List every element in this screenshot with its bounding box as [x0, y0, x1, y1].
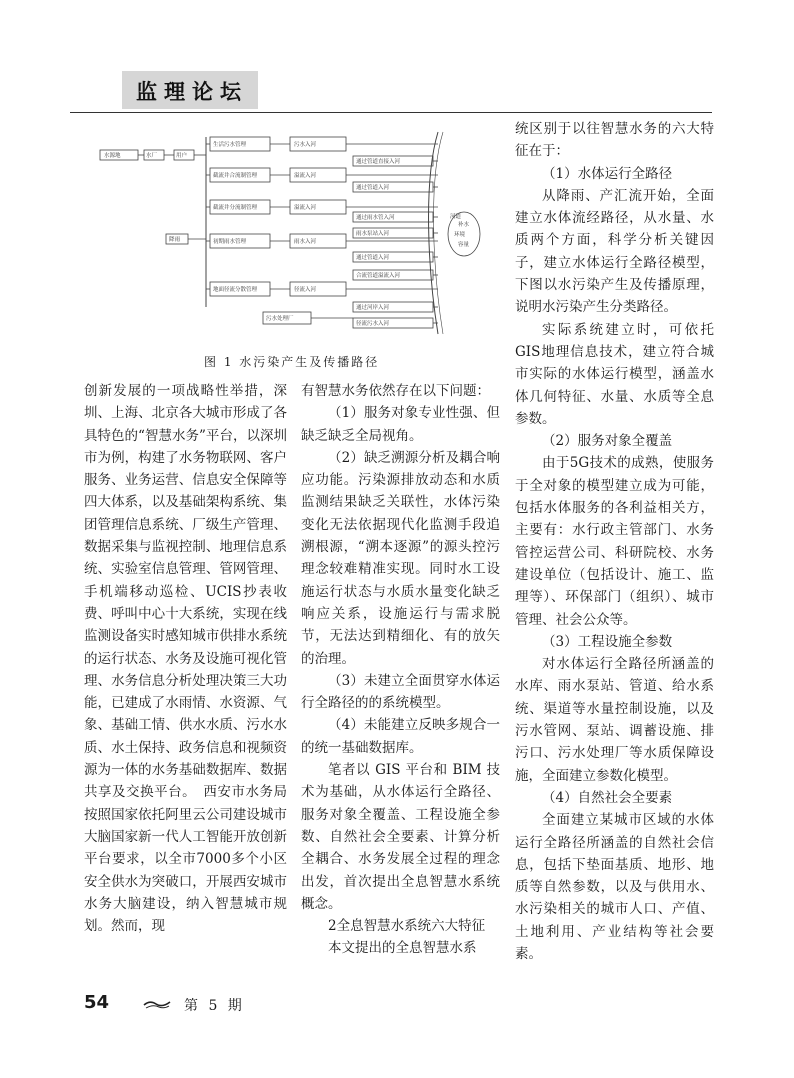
fig-system-3: 截流井分流制管理 [213, 205, 258, 211]
col3-heading-4: （4）自然社会全要素 [542, 789, 673, 806]
col2-para-1: 有智慧水务依然存在以下问题： [301, 383, 490, 399]
figure-water-pollution-diagram [98, 122, 493, 340]
pollution-path-diagram [98, 122, 493, 340]
col2-item-2: （2）缺乏溯源分析及耦合响应功能。污染源排放动态和水质监测结果缺乏关联性，水体污染变化无法依据现代化监测手段追溯根源，“溯本逐源”的源头控污理念较难精准实现。同时水工设施运行状态与水质水量变化缺乏响应关系，设施运行与需求脱节，无法达到精细化、有的放矢的治理。 [301, 449, 500, 667]
fig-label-user: 用户 [176, 153, 188, 159]
fig-input-2: 溢流入河 [294, 173, 317, 179]
fig-system-1: 生活污水管理 [213, 142, 247, 148]
col3-heading-3: （3）工程设施全参数 [542, 633, 673, 650]
col2-heading-2: 2全息智慧水系统六大特征 [328, 918, 486, 935]
col2-item-4: （4）未能建立反映多规合一的统一基础数据库。 [301, 717, 500, 756]
col3-para-5: 对水体运行全路径所涵盖的水库、雨水泵站、管道、给水系统、渠道等水量控制设施，以及污水管网、泵站、调蓄设施、排污口、污水处理厂等水质保障设施，全面建立参数化模型。 [515, 656, 714, 784]
fig-channel-8: 径流污水入河 [356, 321, 390, 327]
fig-river: 河道 [450, 214, 462, 220]
column-1 [84, 380, 287, 937]
fig-system-5: 地面径流分散管理 [213, 287, 258, 293]
col2-para-2: 笔者以 GIS 平台和 BIM 技术为基础，从水体运行全路径、服务对象全覆盖、工程设施全参数、自然社会全要素、计算分析全耦合、水务发展全过程的理念出发，首次提出全息智慧水系统概念。 [301, 762, 500, 912]
figure-caption: 图 1 水污染产生及传播路径 [204, 355, 380, 369]
fig-channel-4: 雨水泵站入河 [356, 231, 390, 237]
col1-para-1: 创新发展的一项战略性举措，深圳、上海、北京各大城市形成了各具特色的“智慧水务”平台，以深圳市为例，构建了水务物联网、客户服务、业务运营、信息安全保障等四大体系，以及基础架构系统、集团管理信息系统、厂级生产管理、数据采集与监视控制、地理信息系统、实验室信息管理、管网管理、手机端移动巡检、UCIS抄表收费、呼叫中心十大系统，实现在线监测设备实时感知城市供排水系统的运行状态、水务及设施可视化管理、水务信息分析处理决策三大功能，已建成了水雨情、水资源、气象、基础工情、供水水质、污水水质、水土保持、政务信息和视频资源为一体的水务基础数据库、数据共享及交换平台。 西安市水务局按照国家依托阿里云公司建设城市大脑国家新一代人工智能开放创新平台要求，以全市7000多个小区安全供水为突破口，开展西安城市水务大脑建设，纳入智慧城市规划。然而，现 [84, 383, 287, 935]
fig-river-4: 容量 [458, 242, 470, 248]
fig-channel-3: 通过雨水管入河 [356, 215, 395, 221]
fig-label-source: 水源地 [104, 153, 121, 159]
column-3 [515, 118, 714, 965]
fig-input-1: 污水入河 [294, 142, 317, 148]
journal-logo-icon [143, 999, 171, 1010]
fig-channel-6: 合流管道溢流入河 [356, 273, 401, 279]
fig-river-2: 补水 [458, 222, 470, 228]
fig-channel-7: 通过河岸入河 [356, 305, 390, 311]
fig-channel-5: 通过管道入河 [356, 255, 390, 261]
fig-river-3: 环境 [454, 232, 466, 238]
fig-channel-1: 通过管道直接入河 [356, 159, 401, 165]
fig-label-rain: 降雨 [169, 237, 181, 243]
col3-para-4: 由于5G技术的成熟，使服务于全对象的模型建立成为可能，包括水体服务的各利益相关方，主要有：水行政主管部门、水务管控运营公司、科研院校、水务建设单位（包括设计、施工、监理等）、环保部门（组织）、城市管理、社会公众等。 [515, 455, 714, 628]
fig-input-3: 溢流入河 [294, 205, 317, 211]
col2-item-1: （1）服务对象专业性强、但缺乏缺乏全局视角。 [301, 405, 500, 444]
col2-item-3: （3）未建立全面贯穿水体运行全路径的的系统模型。 [301, 672, 500, 712]
col3-para-1: 统区别于以往智慧水务的六大特征在于： [515, 121, 714, 160]
col3-para-3: 实际系统建立时，可依托GIS地理信息技术，建立符合城市实际的水体运行模型，涵盖水体几何特征、水量、水质等全息参数。 [515, 321, 714, 427]
header-rule [70, 112, 712, 113]
fig-channel-2: 通过管道入河 [356, 185, 390, 191]
fig-system-4: 初期雨水管理 [213, 239, 247, 245]
section-title: 监理论坛 [136, 80, 248, 104]
fig-label-plant-in: 水厂 [146, 153, 158, 159]
issue-label: 第 5 期 [184, 998, 245, 1014]
fig-system-2: 截流井合流制管理 [213, 173, 258, 179]
page-number: 54 [84, 992, 110, 1013]
fig-input-5: 径流入河 [294, 287, 317, 293]
column-2 [301, 380, 500, 960]
col3-para-6: 全面建立某城市区域的水体运行全路径所涵盖的自然社会信息，包括下垫面基质、地形、地质等自然参数，以及与供用水、水污染相关的城市人口、产值、土地利用、产业结构等社会要素。 [515, 812, 714, 962]
col3-heading-1: （1）水体运行全路径 [542, 165, 673, 182]
fig-input-4: 雨水入河 [294, 239, 317, 245]
col3-heading-2: （2）服务对象全覆盖 [542, 433, 673, 450]
col3-para-2: 从降雨、产汇流开始，全面建立水体流经路径，从水量、水质两个方面，科学分析关键因子，建立水体运行全路径模型，下图以水污染产生及传播原理，说明水污染产生分类路径。 [515, 187, 714, 316]
col2-para-3: 本文提出的全息智慧水系 [328, 940, 477, 957]
fig-plant: 污水处理厂 [266, 316, 294, 322]
